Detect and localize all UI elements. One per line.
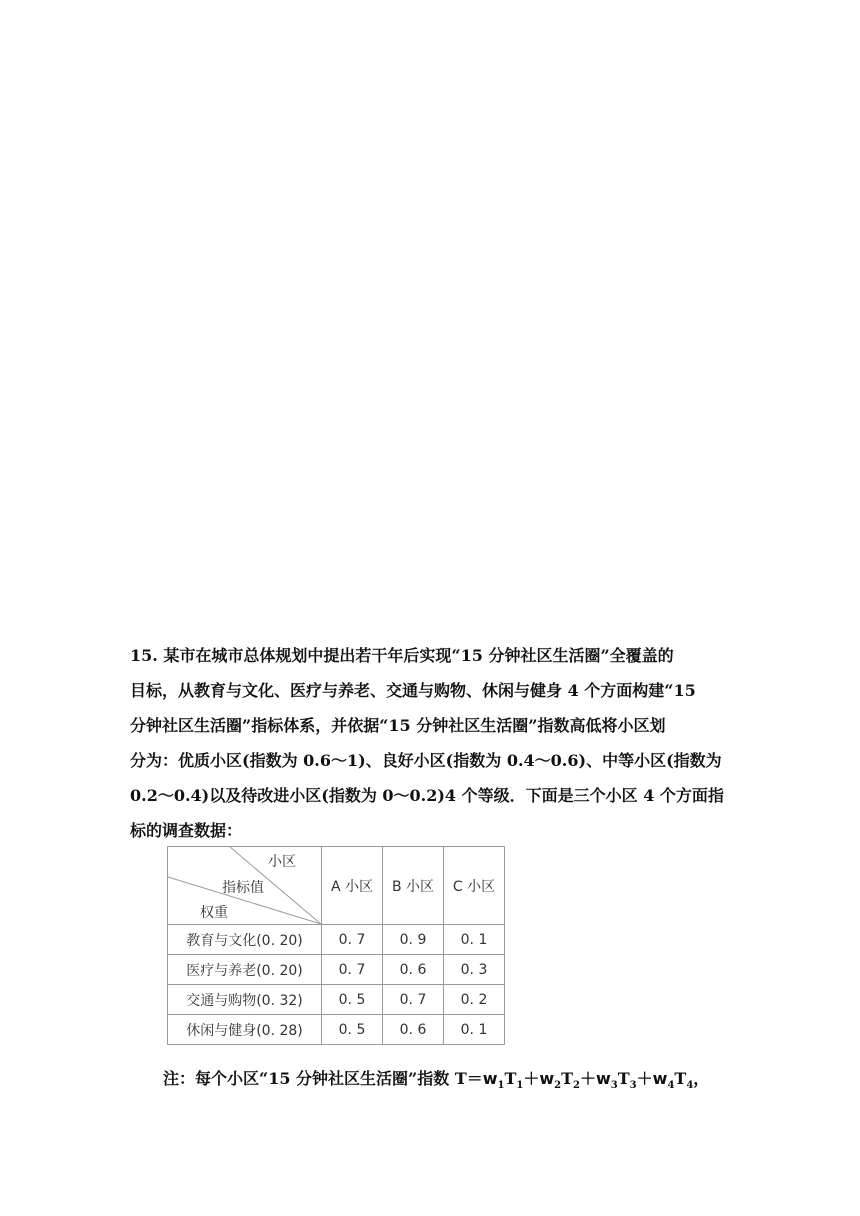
table-cell: 0. 6 [383,955,444,985]
corner-label-weight: 权重 [200,905,228,921]
table-cell: 0. 1 [444,1015,505,1045]
row-label: 交通与购物(0. 32) [168,985,322,1015]
plus-sign: ＋ [580,1069,597,1088]
row-label: 教育与文化(0. 20) [168,925,322,955]
problem-line: 0.2～0.4)以及待改进小区(指数为 0～0.2)4 个等级．下面是三个小区 4 个方面指 [130,786,724,805]
table-cell: 0. 7 [322,925,383,955]
table-cell: 0. 6 [383,1015,444,1045]
row-label: 休闲与健身(0. 28) [168,1015,322,1045]
table-cell: 0. 9 [383,925,444,955]
table-cell: 0. 1 [444,925,505,955]
formula-term-2: $w_2T_2$ [539,1069,580,1092]
corner-label-community: 小区 [268,854,296,870]
table-header-row [168,847,505,925]
formula-term-4: $w_4T_4$ [652,1069,694,1092]
table-row [168,1015,505,1045]
plus-sign: ＋ [636,1069,653,1088]
table-cell: 0. 7 [383,985,444,1015]
note-suffix: ， [693,1069,710,1088]
formula-term-3: $w_3T_3$ [596,1069,637,1092]
column-header-a: A 小区 [322,847,383,925]
problem-line: 分钟社区生活圈”指标体系，并依据“15 分钟社区生活圈”指数高低将小区划 [130,716,666,735]
problem-line: 分为：优质小区(指数为 0.6～1)、良好小区(指数为 0.4～0.6)、中等小区(指数为 [130,751,722,770]
problem-line: 15. 某市在城市总体规划中提出若干年后实现“15 分钟社区生活圈”全覆盖的 [130,646,674,665]
diagonal-header-cell [168,847,322,925]
problem-line: 目标，从教育与文化、医疗与养老、交通与购物、休闲与健身 4 个方面构建“15 [130,681,696,700]
survey-data-table [167,846,505,1045]
corner-label-index: 指标值 [222,880,264,896]
column-header-c: C 小区 [444,847,505,925]
column-header-b: B 小区 [383,847,444,925]
table-row [168,925,505,955]
formula-term-1: $w_1T_1$ [482,1069,524,1092]
note-prefix: 注：每个小区“15 分钟社区生活圈”指数 T＝ [163,1069,483,1088]
plus-sign: ＋ [523,1069,540,1088]
table-cell: 0. 3 [444,955,505,985]
problem-text [130,638,730,848]
table-row [168,955,505,985]
table-cell: 0. 5 [322,985,383,1015]
formula-note [163,1066,709,1091]
table-cell: 0. 5 [322,1015,383,1045]
table-cell: 0. 7 [322,955,383,985]
table-cell: 0. 2 [444,985,505,1015]
problem-line: 标的调查数据： [130,821,243,840]
table-row [168,985,505,1015]
row-label: 医疗与养老(0. 20) [168,955,322,985]
